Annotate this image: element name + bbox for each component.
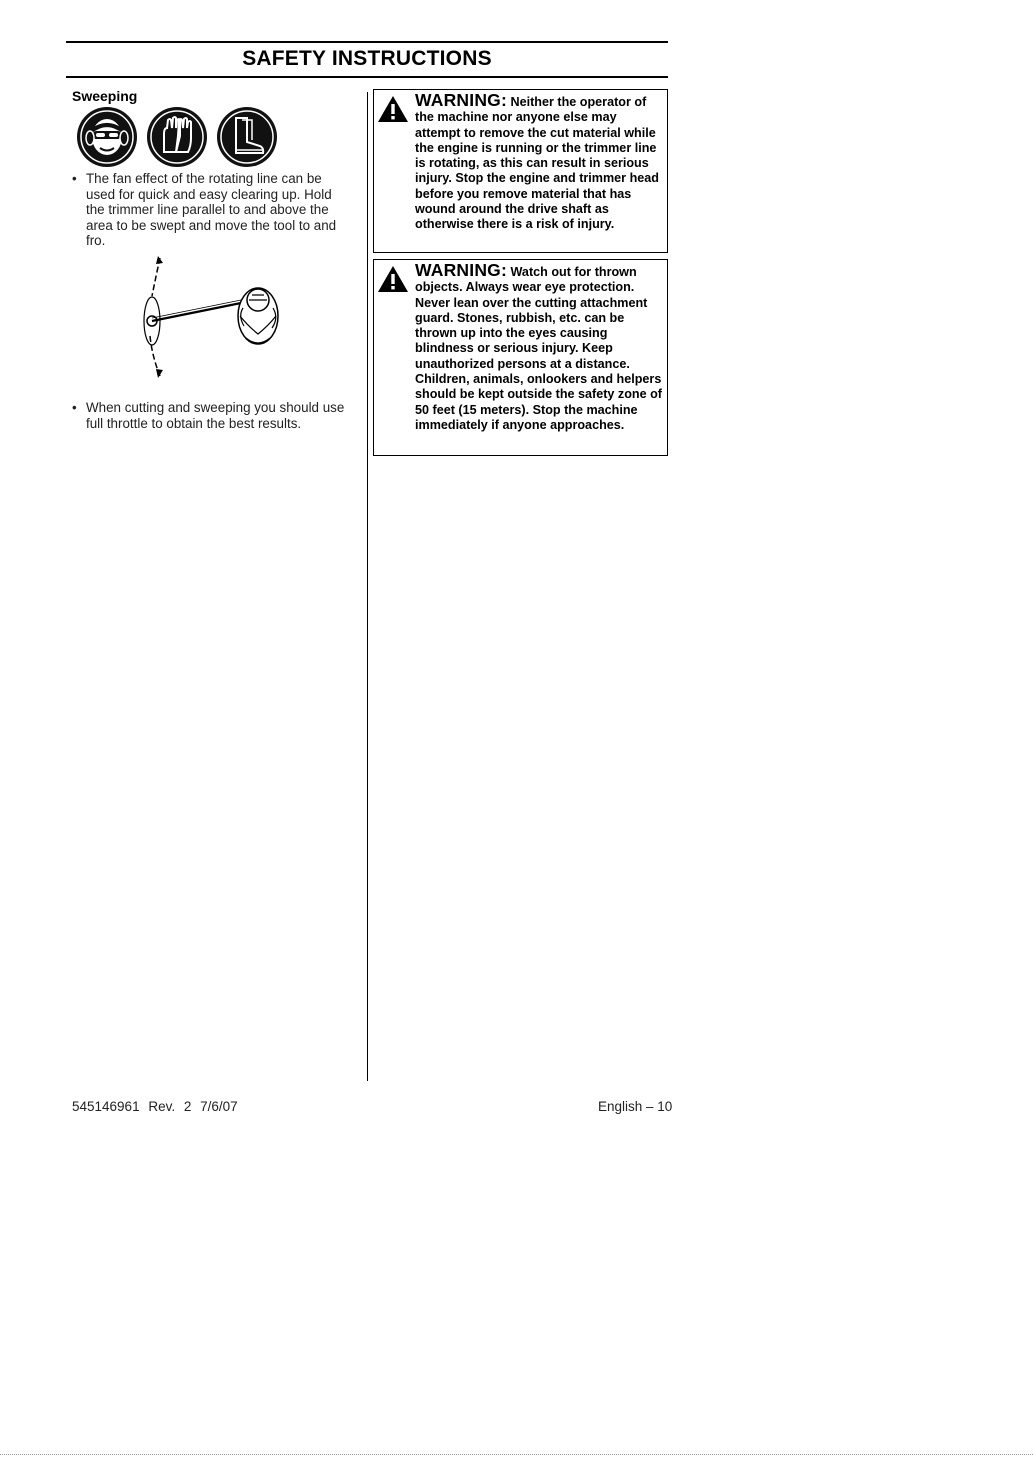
bullet-dot-icon: •: [72, 171, 77, 186]
warning-triangle-icon: [377, 95, 409, 123]
bullet-dot-icon: •: [72, 400, 77, 415]
warning-text: Neither the operator of the machine nor anyone else may attempt to remove the cut material while the engine is running or the trimmer line is rotating, as this can result in serious injury. Stop the engine and trimmer head before you remove material that has wound around the drive shaft as otherwise there is a risk of injury.: [415, 95, 659, 232]
bullet-full-throttle: [72, 400, 352, 431]
header-top-rule: [66, 41, 668, 43]
warning-box-thrown-objects: [373, 259, 668, 456]
warning-label: WARNING:: [415, 90, 508, 110]
warning-triangle-icon: [377, 265, 409, 293]
bottom-dotted-edge: [0, 1454, 1033, 1455]
eye-ear-protection-icon: [76, 106, 138, 168]
warning-box-remove-material: [373, 89, 668, 253]
section-heading-sweeping: Sweeping: [72, 88, 138, 104]
bullet-full-throttle-text: When cutting and sweeping you should use full throttle to obtain the best results.: [86, 400, 345, 431]
column-divider: [367, 92, 368, 1081]
sweeping-diagram: [138, 256, 288, 386]
warning-text: Watch out for thrown objects. Always wear eye protection. Never lean over the cutting attachment guard. Stones, rubbish, etc. can be thrown up into the eyes causing blindness or serious injury. Keep unauthorized persons at a distance. Children, animals, onlookers and helpers should be kept outside the safety zone of 50 feet (15 meters). Stop the machine immediately if anyone approaches.: [415, 265, 663, 432]
header-bottom-rule: [66, 76, 668, 78]
boots-icon: [216, 106, 278, 168]
gloves-icon: [146, 106, 208, 168]
page-title: SAFETY INSTRUCTIONS: [242, 47, 492, 70]
warning-label: WARNING:: [415, 260, 508, 280]
footer-page-label: English – 10: [598, 1099, 673, 1114]
footer-doc-number: 545146961 Rev. 2 7/6/07: [72, 1099, 238, 1114]
bullet-fan-effect: [72, 171, 352, 249]
bullet-fan-effect-text: The fan effect of the rotating line can be used for quick and easy clearing up. Hold the trimmer line parallel to and above the area to be swept and move the tool to and fro.: [86, 171, 337, 248]
